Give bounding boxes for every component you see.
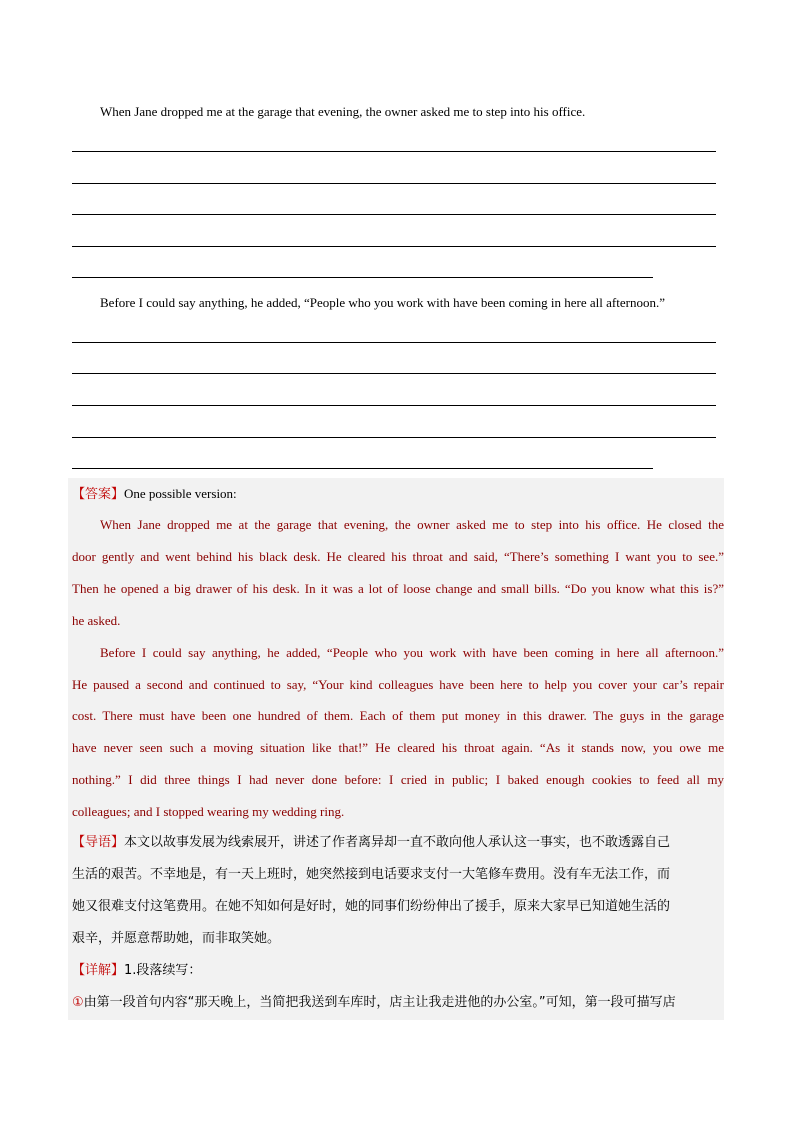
guide-line: 生活的艰苦。不幸地是，有一天上班时，她突然接到电话要求支付一大笔修车费用。没有车无法工作，而: [72, 867, 671, 882]
answer-line: nothing.” I did three things I had never done before: I cried in public; I baked enough cookies to feed all my: [72, 772, 724, 787]
writing-line: [72, 468, 653, 469]
answer-line: have never seen such a moving situation like that!” He cleared his throat again. “As it stands now, you owe me: [72, 740, 724, 755]
answer-tag: 【答案】: [72, 487, 125, 502]
answer-line: Then he opened a big drawer of his desk. In it was a lot of loose change and small bills. “Do you know what this is?”: [72, 581, 724, 596]
guide-line: 艰辛，并愿意帮助她，而非取笑她。: [72, 931, 281, 946]
prompt-paragraph-2: Before I could say anything, he added, “People who you work with have been coming in here all afternoon.”: [100, 295, 665, 310]
answer-line: Before I could say anything, he added, “People who you work with have been coming in here all afternoon.”: [100, 645, 724, 660]
detail-heading: [72, 962, 724, 980]
writing-line: [72, 437, 716, 438]
guide-line: 她又很难支付这笔费用。在她不知如何是好时，她的同事们纷纷伸出了援手，原来大家早已知道她生活的: [72, 899, 671, 914]
writing-line: [72, 246, 716, 247]
guide-line-first: [72, 834, 724, 852]
answer-line: door gently and went behind his black desk. He cleared his throat and said, “There’s something I want you to see.”: [72, 549, 724, 564]
detail-tag: 【详解】: [72, 963, 125, 978]
answer-line: When Jane dropped me at the garage that evening, the owner asked me to step into his office. He closed the: [100, 517, 724, 532]
answer-intro: One possible version:: [124, 486, 237, 501]
circled-number-marker: ①: [72, 995, 84, 1010]
detail-text: 由第一段首句内容“那天晚上，当简把我送到车库时，店主让我走进他的办公室。”可知，第一段可描写店: [83, 995, 676, 1010]
answer-line: cost. There must have been one hundred of them. Each of them put money in this drawer. The guys in the garage: [72, 708, 724, 723]
writing-line: [72, 214, 716, 215]
prompt-paragraph-1: When Jane dropped me at the garage that evening, the owner asked me to step into his office.: [100, 104, 586, 119]
writing-line: [72, 277, 653, 278]
writing-line: [72, 183, 716, 184]
writing-line: [72, 342, 716, 343]
detail-heading-text: 1.段落续写：: [124, 963, 202, 978]
answer-line: colleagues; and I stopped wearing my wedding ring.: [72, 804, 345, 819]
guide-tag: 【导语】: [72, 835, 125, 850]
guide-text: 本文以故事发展为线索展开，讲述了作者离异却一直不敢向他人承认这一事实，也不敢透露自己: [124, 835, 671, 850]
writing-line: [72, 151, 716, 152]
answer-line: He paused a second and continued to say, “Your kind colleagues have been here to help you cover your car’s repair: [72, 677, 724, 692]
detail-line: [72, 994, 724, 1012]
writing-line: [72, 373, 716, 374]
answer-heading: [72, 485, 724, 504]
writing-line: [72, 405, 716, 406]
answer-line: he asked.: [72, 613, 121, 628]
